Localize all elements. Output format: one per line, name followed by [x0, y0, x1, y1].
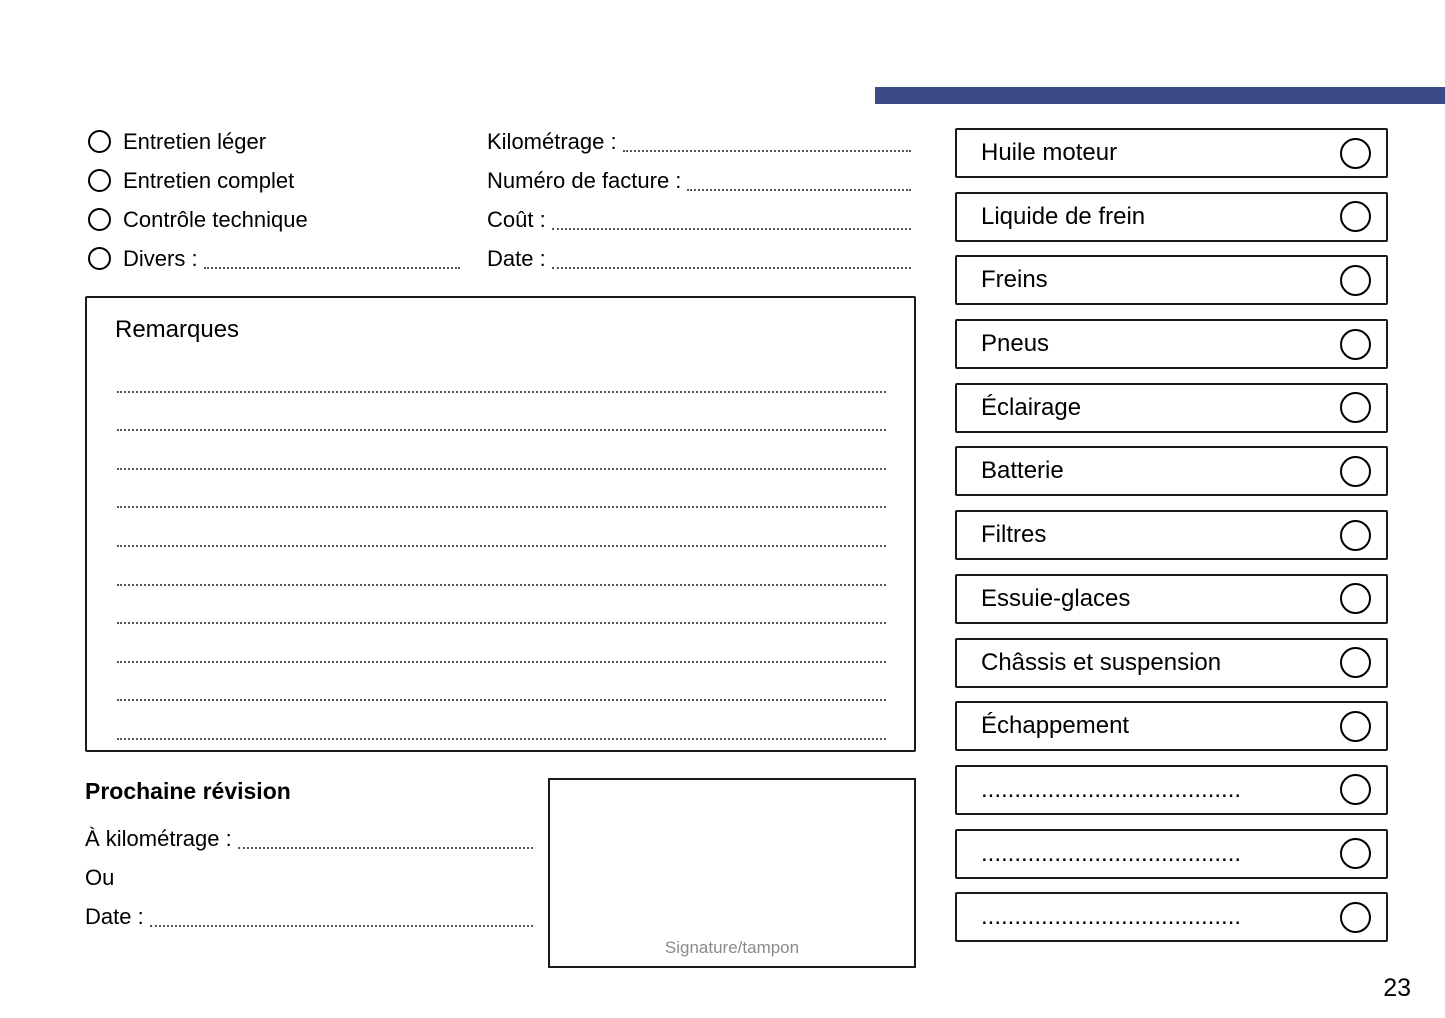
next-service-section — [85, 778, 533, 936]
invoice-fields — [487, 122, 911, 278]
checklist-row-freins — [955, 255, 1388, 305]
next-kilometrage-dotted-field[interactable] — [238, 828, 533, 848]
checklist-row-echappement — [955, 701, 1388, 751]
field-label: Coût : — [487, 206, 546, 232]
field-label: À kilométrage : — [85, 825, 232, 851]
checkbox-filtres[interactable] — [1340, 520, 1371, 551]
checkbox-batterie[interactable] — [1340, 456, 1371, 487]
checklist-label: Châssis et suspension — [981, 648, 1222, 676]
checklist-row-pneus — [955, 319, 1388, 369]
next-service-kilometrage-row — [85, 819, 533, 858]
checklist-row-blank-1 — [955, 765, 1388, 815]
checkbox-huile-moteur[interactable] — [1340, 138, 1371, 169]
cout-dotted-field[interactable] — [552, 209, 911, 229]
next-service-or-row — [85, 858, 533, 897]
field-row-date — [487, 239, 911, 278]
checkbox-liquide-de-frein[interactable] — [1340, 201, 1371, 232]
radio-row-divers — [88, 239, 460, 278]
radio-label: Contrôle technique — [123, 206, 308, 232]
checklist-row-liquide-de-frein — [955, 192, 1388, 242]
remarks-line[interactable] — [117, 547, 886, 586]
checkbox-freins[interactable] — [1340, 265, 1371, 296]
service-type-group — [88, 122, 460, 278]
radio-entretien-leger[interactable] — [88, 130, 111, 153]
checkbox-echappement[interactable] — [1340, 711, 1371, 742]
next-service-date-row — [85, 897, 533, 936]
remarks-line[interactable] — [117, 663, 886, 702]
checklist-blank-field[interactable]: ....................................... — [981, 903, 1242, 931]
field-label: Ou — [85, 864, 115, 890]
numero-facture-dotted-field[interactable] — [687, 170, 911, 190]
checklist-label: Batterie — [981, 457, 1064, 485]
checkbox-chassis-et-suspension[interactable] — [1340, 647, 1371, 678]
checklist-label: Filtres — [981, 521, 1047, 549]
radio-entretien-complet[interactable] — [88, 169, 111, 192]
radio-label: Divers : — [123, 245, 198, 271]
checklist-label: Huile moteur — [981, 139, 1118, 166]
field-label: Kilométrage : — [487, 128, 617, 154]
checklist-row-batterie — [955, 446, 1388, 496]
checkbox-essuie-glaces[interactable] — [1340, 583, 1371, 614]
field-label: Date : — [85, 903, 144, 929]
checkbox-blank-2[interactable] — [1340, 838, 1371, 869]
remarks-lines — [87, 354, 914, 740]
remarks-line[interactable] — [117, 508, 886, 547]
date-dotted-field[interactable] — [552, 248, 911, 268]
field-row-cout — [487, 200, 911, 239]
checklist-row-blank-3 — [955, 892, 1388, 942]
checklist-row-eclairage — [955, 383, 1388, 433]
checkbox-blank-1[interactable] — [1340, 774, 1371, 805]
field-row-kilometrage — [487, 122, 911, 161]
radio-row-entretien-complet — [88, 161, 460, 200]
checklist-blank-field[interactable]: ....................................... — [981, 839, 1242, 867]
kilometrage-dotted-field[interactable] — [623, 131, 911, 151]
field-row-numero-facture — [487, 161, 911, 200]
radio-controle-technique[interactable] — [88, 208, 111, 231]
radio-divers[interactable] — [88, 247, 111, 270]
checklist-label: Pneus — [981, 330, 1050, 358]
checklist-row-chassis-et-suspension — [955, 638, 1388, 688]
page-number: 23 — [1383, 974, 1411, 1002]
radio-label: Entretien complet — [123, 167, 295, 193]
next-date-dotted-field[interactable] — [150, 906, 533, 926]
checkbox-eclairage[interactable] — [1340, 392, 1371, 423]
checklist-label: Essuie-glaces — [981, 584, 1131, 612]
signature-box[interactable] — [548, 778, 916, 968]
signature-label: Signature/tampon — [664, 938, 800, 957]
remarks-line[interactable] — [117, 701, 886, 740]
remarks-line[interactable] — [117, 393, 886, 432]
checklist-label: Liquide de frein — [981, 202, 1146, 230]
checklist-row-huile-moteur — [955, 128, 1388, 178]
radio-row-controle-technique — [88, 200, 460, 239]
checklist-label: Éclairage — [981, 393, 1082, 421]
remarks-line[interactable] — [117, 431, 886, 470]
divers-dotted-field[interactable] — [204, 248, 460, 268]
radio-label: Entretien léger — [123, 128, 267, 154]
remarks-line[interactable] — [117, 624, 886, 663]
remarks-box — [85, 296, 916, 752]
checklist-label: Freins — [981, 266, 1048, 294]
checklist-row-essuie-glaces — [955, 574, 1388, 624]
remarks-line[interactable] — [117, 586, 886, 625]
checklist-row-filtres — [955, 510, 1388, 560]
field-label: Numéro de facture : — [487, 167, 682, 193]
checklist-blank-field[interactable]: ....................................... — [981, 775, 1242, 803]
maintenance-checklist — [955, 128, 1388, 956]
checkbox-pneus[interactable] — [1340, 329, 1371, 360]
remarks-line[interactable] — [117, 470, 886, 509]
checklist-label: Échappement — [981, 712, 1130, 740]
next-service-title: Prochaine révision — [85, 778, 291, 804]
accent-bar — [875, 87, 1445, 104]
remarks-title: Remarques — [115, 316, 240, 343]
checklist-row-blank-2 — [955, 829, 1388, 879]
checkbox-blank-3[interactable] — [1340, 902, 1371, 933]
radio-row-entretien-leger — [88, 122, 460, 161]
remarks-line[interactable] — [117, 354, 886, 393]
field-label: Date : — [487, 245, 546, 271]
